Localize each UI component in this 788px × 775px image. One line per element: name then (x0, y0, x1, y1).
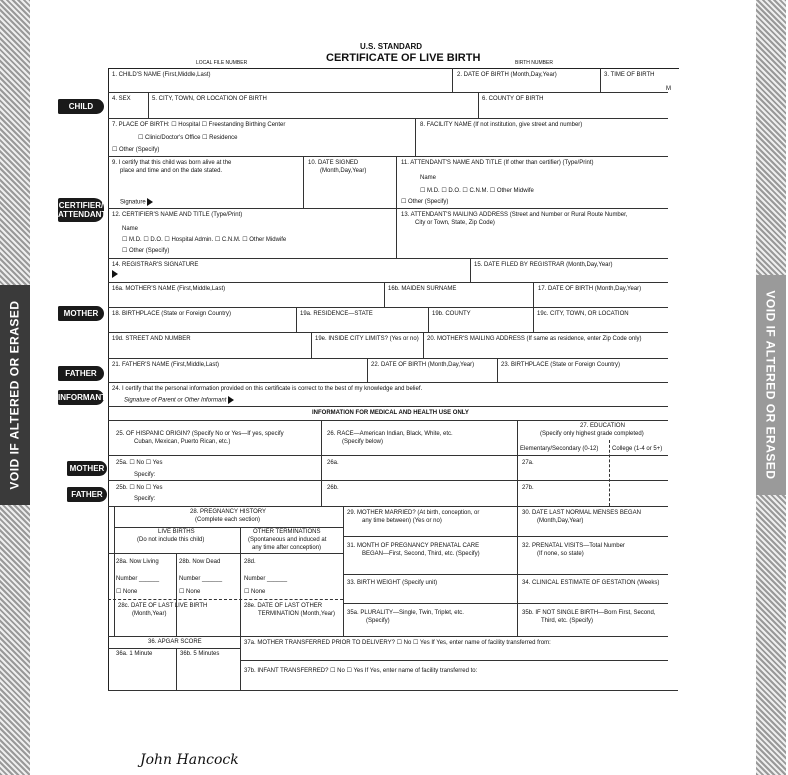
field-14-arrow (112, 270, 118, 279)
field-35a-specify: (Specify) (366, 618, 390, 624)
field-25-hispanic: 25. OF HISPANIC ORIGIN? (Specify No or Yes—If yes, specify (116, 431, 284, 437)
field-31-line2: BEGAN—First, Second, Third, etc. (Specify) (362, 551, 480, 557)
field-11-options[interactable]: ☐ M.D. ☐ D.O. ☐ C.N.M. ☐ Other Midwife (420, 188, 534, 194)
arrow-icon (112, 270, 118, 278)
field-26-race: 26. RACE—American Indian, Black, White, etc. (327, 431, 453, 437)
field-20-mother-mailing[interactable]: 20. MOTHER'S MAILING ADDRESS (If same as residence, enter Zip Code only) (427, 336, 642, 342)
field-12-other[interactable]: ☐ Other (Specify) (122, 248, 170, 254)
field-35a-plurality[interactable]: 35a. PLURALITY—Single, Twin, Triplet, etc. (347, 610, 464, 616)
field-12-certifier-name[interactable]: 12. CERTIFIER'S NAME AND TITLE (Type/Print) (112, 212, 243, 218)
field-22-father-dob[interactable]: 22. DATE OF BIRTH (Month,Day,Year) (371, 362, 475, 368)
field-28e-last-termination[interactable]: 28e. DATE OF LAST OTHER (244, 603, 323, 609)
birth-number-label: BIRTH NUMBER (515, 60, 553, 66)
field-10-format: (Month,Day,Year) (320, 168, 367, 174)
tag-mother: MOTHER (58, 306, 104, 321)
field-28e-format: TERMINATION (Month,Year) (258, 611, 336, 617)
field-12-name[interactable]: Name (122, 226, 139, 232)
field-27b-father-education[interactable]: 27b. (522, 485, 534, 491)
number-28d[interactable]: Number ______ (244, 576, 288, 582)
field-32-prenatal-visits[interactable]: 32. PRENATAL VISITS—Total Number (522, 543, 625, 549)
field-9-certify-line2: place and time and on the date stated. (120, 168, 223, 174)
none-28b[interactable]: ☐ None (179, 589, 201, 595)
field-28-complete: (Complete each section) (195, 517, 261, 523)
field-27a-mother-education[interactable]: 27a. (522, 460, 534, 466)
field-17-mother-dob[interactable]: 17. DATE OF BIRTH (Month,Day,Year) (538, 286, 642, 292)
field-10-date-signed[interactable]: 10. DATE SIGNED (308, 160, 359, 166)
field-19c-city[interactable]: 19c. CITY, TOWN, OR LOCATION (537, 311, 629, 317)
field-7-other[interactable]: ☐ Other (Specify) (112, 147, 160, 153)
field-36b-five-minutes[interactable]: 36b. 5 Minutes (180, 651, 220, 657)
arrow-icon (147, 198, 153, 206)
field-11-name[interactable]: Name (420, 175, 437, 181)
field-25b-father-hispanic[interactable]: 25b. ☐ No ☐ Yes (116, 485, 163, 491)
field-25a-specify[interactable]: Specify: (134, 472, 156, 478)
field-29-line2: any time between) (Yes or no) (362, 518, 442, 524)
number-28a[interactable]: Number ______ (116, 576, 160, 582)
field-28a-now-living[interactable]: 28a. Now Living (116, 559, 159, 565)
number-28b[interactable]: Number ______ (179, 576, 223, 582)
field-19b-county[interactable]: 19b. COUNTY (432, 311, 471, 317)
none-28d[interactable]: ☐ None (244, 589, 266, 595)
certificate-title: CERTIFICATE OF LIVE BIRTH (326, 52, 481, 64)
tag-child: CHILD (58, 99, 104, 114)
field-8-facility-name[interactable]: 8. FACILITY NAME (If not institution, give street and number) (420, 122, 583, 128)
field-27-college: College (1-4 or 5+) (612, 446, 663, 452)
signature: John Hancock (140, 752, 239, 768)
field-28-pregnancy-history: 28. PREGNANCY HISTORY (190, 509, 267, 515)
arrow-icon (228, 396, 234, 404)
field-27-elementary: Elementary/Secondary (0-12) (520, 446, 599, 452)
field-36a-one-minute[interactable]: 36a. 1 Minute (116, 651, 153, 657)
field-19e-inside-city[interactable]: 19e. INSIDE CITY LIMITS? (Yes or no) (315, 336, 419, 342)
field-7-clinic-residence[interactable]: ☐ Clinic/Doctor's Office ☐ Residence (138, 135, 238, 141)
tag-mother-medical: MOTHER (67, 461, 107, 476)
field-12-options[interactable]: ☐ M.D. ☐ D.O. ☐ Hospital Admin. ☐ C.N.M. ☐ Other Midwife (122, 237, 287, 243)
field-35b-line2: Third, etc. (Specify) (541, 618, 594, 624)
field-26b-father-race[interactable]: 26b. (327, 485, 339, 491)
field-11-other[interactable]: ☐ Other (Specify) (401, 199, 449, 205)
field-25-hispanic-line2: Cuban, Mexican, Puerto Rican, etc.) (134, 439, 231, 445)
field-36-apgar: 36. APGAR SCORE (148, 639, 202, 645)
field-30-format: (Month,Day,Year) (537, 518, 584, 524)
other-terminations-note2: any time after conception) (252, 545, 322, 551)
tag-certifier: CERTIFIER/ ATTENDANT (58, 198, 104, 222)
field-3-time-of-birth[interactable]: 3. TIME OF BIRTH (604, 72, 655, 78)
field-2-date-of-birth[interactable]: 2. DATE OF BIRTH (Month,Day,Year) (457, 72, 557, 78)
field-32-line2: (If none, so state) (537, 551, 584, 557)
field-28c-format: (Month,Year) (132, 611, 167, 617)
field-1-child-name[interactable]: 1. CHILD'S NAME (First,Middle,Last) (112, 72, 211, 78)
field-19d-street[interactable]: 19d. STREET AND NUMBER (112, 336, 191, 342)
field-26-specify: (Specify below) (342, 439, 384, 445)
field-27-education: 27. EDUCATION (580, 423, 625, 429)
field-4-sex[interactable]: 4. SEX (112, 96, 131, 102)
field-34-gestation[interactable]: 34. CLINICAL ESTIMATE OF GESTATION (Weeks) (522, 580, 660, 586)
field-30-last-menses[interactable]: 30. DATE LAST NORMAL MENSES BEGAN (522, 510, 641, 516)
field-3-meridiem: M (666, 86, 671, 92)
void-warning-right: VOID IF ALTERED OR ERASED (756, 275, 786, 495)
other-terminations-note: (Spontaneous and induced at (248, 537, 327, 543)
field-28d[interactable]: 28d. (244, 559, 256, 565)
field-27-specify: (Specify only highest grade completed) (540, 431, 644, 437)
field-31-prenatal-care[interactable]: 31. MONTH OF PREGNANCY PRENATAL CARE (347, 543, 480, 549)
field-29-mother-married[interactable]: 29. MOTHER MARRIED? (At birth, conception, or (347, 510, 480, 516)
medical-section-heading: INFORMATION FOR MEDICAL AND HEALTH USE ONLY (312, 410, 469, 416)
field-14-registrar-signature[interactable]: 14. REGISTRAR'S SIGNATURE (112, 262, 199, 268)
field-24-informant-certify: 24. I certify that the personal information provided on this certificate is correct to the best of my knowledge and belief. (112, 386, 423, 392)
field-13-mailing-address[interactable]: 13. ATTENDANT'S MAILING ADDRESS (Street and Number or Rural Route Number, (401, 212, 628, 218)
field-25b-specify[interactable]: Specify: (134, 496, 156, 502)
none-28a[interactable]: ☐ None (116, 589, 138, 595)
field-16b-maiden-surname[interactable]: 16b. MAIDEN SURNAME (388, 286, 457, 292)
field-19a-residence-state[interactable]: 19a. RESIDENCE—STATE (300, 311, 373, 317)
field-26a-mother-race[interactable]: 26a. (327, 460, 339, 466)
field-25a-mother-hispanic[interactable]: 25a. ☐ No ☐ Yes (116, 460, 163, 466)
field-23-father-birthplace[interactable]: 23. BIRTHPLACE (State or Foreign Country) (501, 362, 620, 368)
standard-label: U.S. STANDARD (360, 42, 423, 51)
field-21-father-name[interactable]: 21. FATHER'S NAME (First,Middle,Last) (112, 362, 220, 368)
field-28c-last-live-birth[interactable]: 28c. DATE OF LAST LIVE BIRTH (118, 603, 208, 609)
field-35b-birth-order[interactable]: 35b. IF NOT SINGLE BIRTH—Born First, Second, (522, 610, 656, 616)
field-9-certify: 9. I certify that this child was born alive at the (112, 160, 232, 166)
field-37a-mother-transferred[interactable]: 37a. MOTHER TRANSFERRED PRIOR TO DELIVERY? ☐ No ☐ Yes If Yes, enter name of facility transferred from: (244, 640, 551, 646)
field-18-mother-birthplace[interactable]: 18. BIRTHPLACE (State or Foreign Country) (112, 311, 231, 317)
field-13-address-line2: City or Town, State, Zip Code) (415, 220, 495, 226)
field-28b-now-dead[interactable]: 28b. Now Dead (179, 559, 221, 565)
field-9-signature[interactable]: Signature (120, 198, 153, 207)
tag-father: FATHER (58, 366, 104, 381)
field-37b-infant-transferred[interactable]: 37b. INFANT TRANSFERRED? ☐ No ☐ Yes If Yes, enter name of facility transferred to: (244, 668, 478, 674)
field-7-place-of-birth[interactable]: 7. PLACE OF BIRTH: ☐ Hospital ☐ Freestanding Birthing Center (112, 122, 286, 128)
tag-father-medical: FATHER (67, 487, 107, 502)
field-5-city-of-birth[interactable]: 5. CITY, TOWN, OR LOCATION OF BIRTH (152, 96, 267, 102)
field-6-county-of-birth[interactable]: 6. COUNTY OF BIRTH (482, 96, 544, 102)
live-births-heading: LIVE BIRTHS (158, 529, 195, 535)
void-warning-left: VOID IF ALTERED OR ERASED (0, 285, 30, 505)
other-terminations-heading: OTHER TERMINATIONS (253, 529, 321, 535)
field-33-birth-weight[interactable]: 33. BIRTH WEIGHT (Specify unit) (347, 580, 438, 586)
live-births-note: (Do not include this child) (137, 537, 205, 543)
field-11-attendant[interactable]: 11. ATTENDANT'S NAME AND TITLE (If other than certifier) (Type/Print) (401, 160, 594, 166)
field-15-date-filed[interactable]: 15. DATE FILED BY REGISTRAR (Month,Day,Year) (474, 262, 613, 268)
field-16a-mother-name[interactable]: 16a. MOTHER'S NAME (First,Middle,Last) (112, 286, 226, 292)
field-24-signature[interactable]: Signature of Parent or Other Informant (124, 396, 234, 405)
tag-informant: INFORMANT (58, 390, 104, 405)
local-file-number-label: LOCAL FILE NUMBER (196, 60, 248, 66)
